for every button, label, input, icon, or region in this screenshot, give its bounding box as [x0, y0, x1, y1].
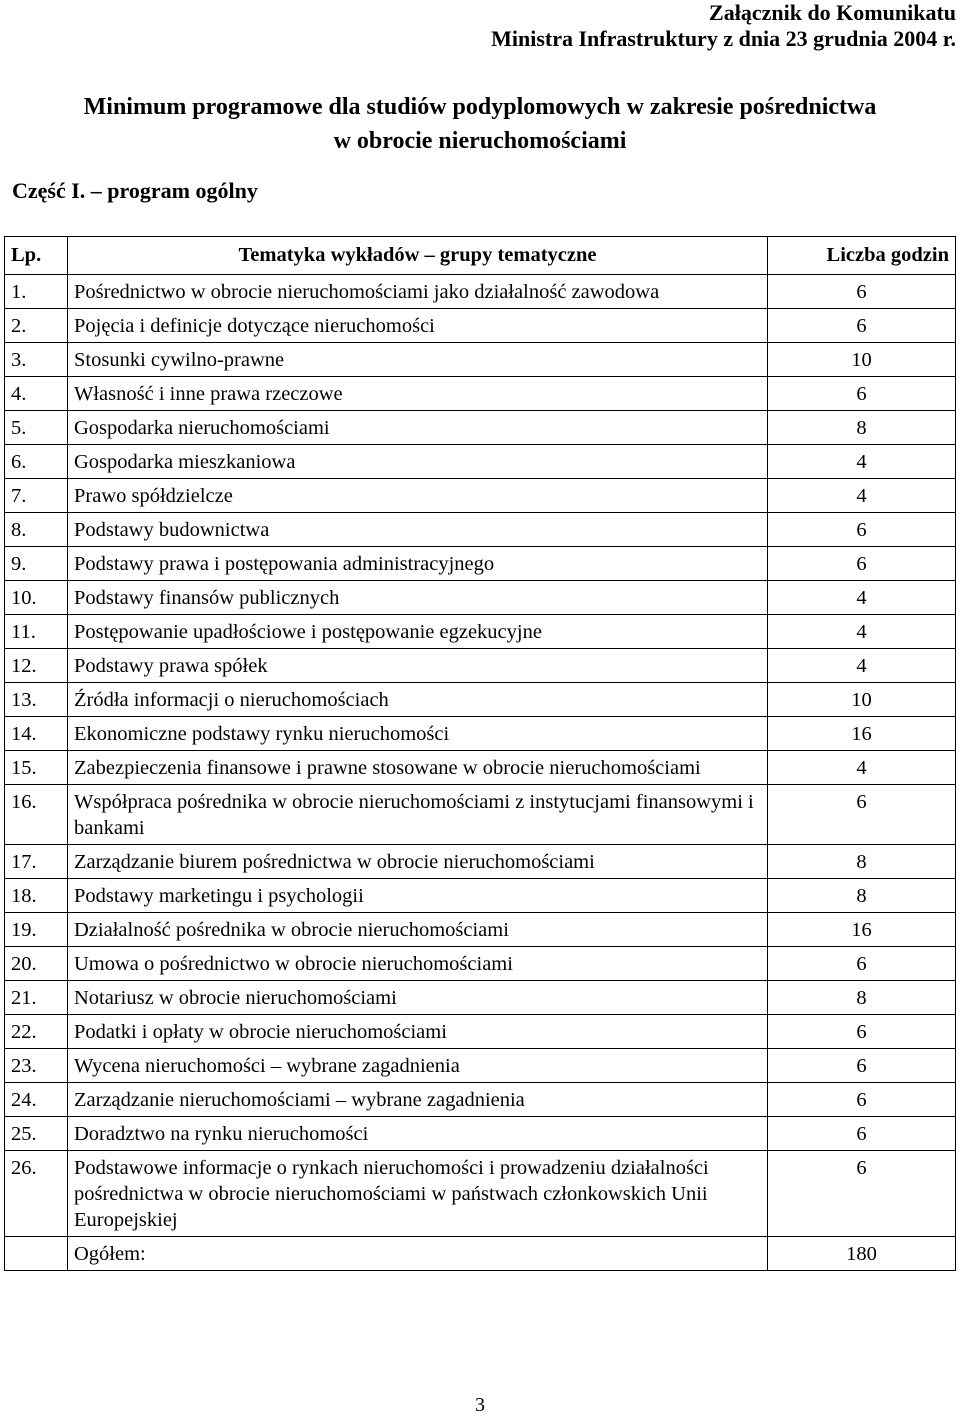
row-topic: Pośrednictwo w obrocie nieruchomościami jako działalność zawodowa [68, 275, 768, 309]
row-topic: Prawo spółdzielcze [68, 479, 768, 513]
row-topic: Własność i inne prawa rzeczowe [68, 377, 768, 411]
table-row [5, 445, 956, 479]
row-number: 17. [5, 845, 68, 879]
row-topic: Źródła informacji o nieruchomościach [68, 683, 768, 717]
row-number: 7. [5, 479, 68, 513]
row-number: 11. [5, 615, 68, 649]
header-lp: Lp. [5, 237, 68, 275]
total-hours: 180 [768, 1237, 956, 1271]
table-row [5, 913, 956, 947]
row-number: 19. [5, 913, 68, 947]
row-number: 24. [5, 1083, 68, 1117]
table-row [5, 1117, 956, 1151]
table-row [5, 785, 956, 845]
row-topic: Stosunki cywilno-prawne [68, 343, 768, 377]
row-number: 9. [5, 547, 68, 581]
row-topic: Współpraca pośrednika w obrocie nieruchomościami z instytucjami finansowymi i bankami [68, 785, 768, 845]
total-label: Ogółem: [68, 1237, 768, 1271]
row-hours: 6 [768, 275, 956, 309]
row-hours: 6 [768, 1049, 956, 1083]
document-title [0, 90, 960, 158]
row-hours: 4 [768, 581, 956, 615]
total-num-cell [5, 1237, 68, 1271]
row-hours: 6 [768, 377, 956, 411]
row-hours: 6 [768, 1083, 956, 1117]
row-hours: 4 [768, 615, 956, 649]
row-number: 16. [5, 785, 68, 845]
row-topic: Pojęcia i definicje dotyczące nieruchomości [68, 309, 768, 343]
row-topic: Działalność pośrednika w obrocie nieruchomościami [68, 913, 768, 947]
row-number: 3. [5, 343, 68, 377]
row-topic: Umowa o pośrednictwo w obrocie nieruchomościami [68, 947, 768, 981]
annex-line-1: Załącznik do Komunikatu [709, 0, 956, 25]
table-row [5, 411, 956, 445]
row-topic: Wycena nieruchomości – wybrane zagadnienia [68, 1049, 768, 1083]
table-row [5, 649, 956, 683]
row-hours: 6 [768, 1117, 956, 1151]
page-number: 3 [475, 1394, 485, 1416]
table-row [5, 981, 956, 1015]
row-hours: 6 [768, 1015, 956, 1049]
row-topic: Gospodarka mieszkaniowa [68, 445, 768, 479]
row-hours: 6 [768, 547, 956, 581]
table-row [5, 717, 956, 751]
header-topic: Tematyka wykładów – grupy tematyczne [68, 237, 768, 275]
row-number: 22. [5, 1015, 68, 1049]
table-row [5, 751, 956, 785]
row-topic: Podstawy budownictwa [68, 513, 768, 547]
row-hours: 6 [768, 309, 956, 343]
table-row [5, 879, 956, 913]
row-topic: Zabezpieczenia finansowe i prawne stosowane w obrocie nieruchomościami [68, 751, 768, 785]
row-number: 23. [5, 1049, 68, 1083]
table-row [5, 547, 956, 581]
row-topic: Postępowanie upadłościowe i postępowanie egzekucyjne [68, 615, 768, 649]
table-row [5, 1151, 956, 1237]
row-number: 20. [5, 947, 68, 981]
row-hours: 4 [768, 751, 956, 785]
table-row [5, 615, 956, 649]
row-number: 14. [5, 717, 68, 751]
table-row [5, 683, 956, 717]
row-topic: Doradztwo na rynku nieruchomości [68, 1117, 768, 1151]
row-hours: 16 [768, 913, 956, 947]
row-hours: 4 [768, 649, 956, 683]
part-heading: Część I. – program ogólny [12, 178, 258, 203]
row-topic: Podstawy prawa spółek [68, 649, 768, 683]
row-hours: 6 [768, 947, 956, 981]
row-number: 15. [5, 751, 68, 785]
table-header-row [5, 237, 956, 275]
row-hours: 8 [768, 879, 956, 913]
title-line-1: Minimum programowe dla studiów podyplomowych w zakresie pośrednictwa [83, 94, 877, 120]
table-row [5, 581, 956, 615]
table-row [5, 275, 956, 309]
row-number: 2. [5, 309, 68, 343]
table-row [5, 343, 956, 377]
total-row [5, 1237, 956, 1271]
table-row [5, 1083, 956, 1117]
row-number: 10. [5, 581, 68, 615]
row-number: 6. [5, 445, 68, 479]
annex-reference [491, 0, 956, 52]
table-body [5, 275, 956, 1237]
row-number: 26. [5, 1151, 68, 1237]
row-hours: 6 [768, 1151, 956, 1237]
row-topic: Podstawy prawa i postępowania administracyjnego [68, 547, 768, 581]
table-row [5, 845, 956, 879]
row-topic: Gospodarka nieruchomościami [68, 411, 768, 445]
annex-line-2: Ministra Infrastruktury z dnia 23 grudnia 2004 r. [491, 26, 956, 51]
row-topic: Podstawy marketingu i psychologii [68, 879, 768, 913]
table-row [5, 947, 956, 981]
title-line-2: w obrocie nieruchomościami [333, 128, 627, 154]
row-topic: Podatki i opłaty w obrocie nieruchomościami [68, 1015, 768, 1049]
row-topic: Notariusz w obrocie nieruchomościami [68, 981, 768, 1015]
row-hours: 6 [768, 513, 956, 547]
row-number: 12. [5, 649, 68, 683]
row-number: 5. [5, 411, 68, 445]
row-hours: 4 [768, 479, 956, 513]
row-hours: 16 [768, 717, 956, 751]
row-number: 21. [5, 981, 68, 1015]
program-table [4, 236, 956, 1271]
row-hours: 6 [768, 785, 956, 845]
table-row [5, 513, 956, 547]
header-hours: Liczba godzin [768, 237, 956, 275]
row-topic: Podstawowe informacje o rynkach nieruchomości i prowadzeniu działalności pośrednictwa w obrocie nieruchomościami w państwach członkowskich Unii Europejskiej [68, 1151, 768, 1237]
row-topic: Zarządzanie biurem pośrednictwa w obrocie nieruchomościami [68, 845, 768, 879]
table-row [5, 479, 956, 513]
row-topic: Zarządzanie nieruchomościami – wybrane zagadnienia [68, 1083, 768, 1117]
table-row [5, 309, 956, 343]
row-topic: Ekonomiczne podstawy rynku nieruchomości [68, 717, 768, 751]
row-number: 8. [5, 513, 68, 547]
table-row [5, 1049, 956, 1083]
row-hours: 8 [768, 845, 956, 879]
row-number: 4. [5, 377, 68, 411]
table-row [5, 1015, 956, 1049]
row-number: 25. [5, 1117, 68, 1151]
row-hours: 8 [768, 411, 956, 445]
row-hours: 10 [768, 343, 956, 377]
row-number: 1. [5, 275, 68, 309]
row-topic: Podstawy finansów publicznych [68, 581, 768, 615]
row-number: 13. [5, 683, 68, 717]
row-hours: 4 [768, 445, 956, 479]
row-hours: 8 [768, 981, 956, 1015]
row-number: 18. [5, 879, 68, 913]
table-row [5, 377, 956, 411]
row-hours: 10 [768, 683, 956, 717]
